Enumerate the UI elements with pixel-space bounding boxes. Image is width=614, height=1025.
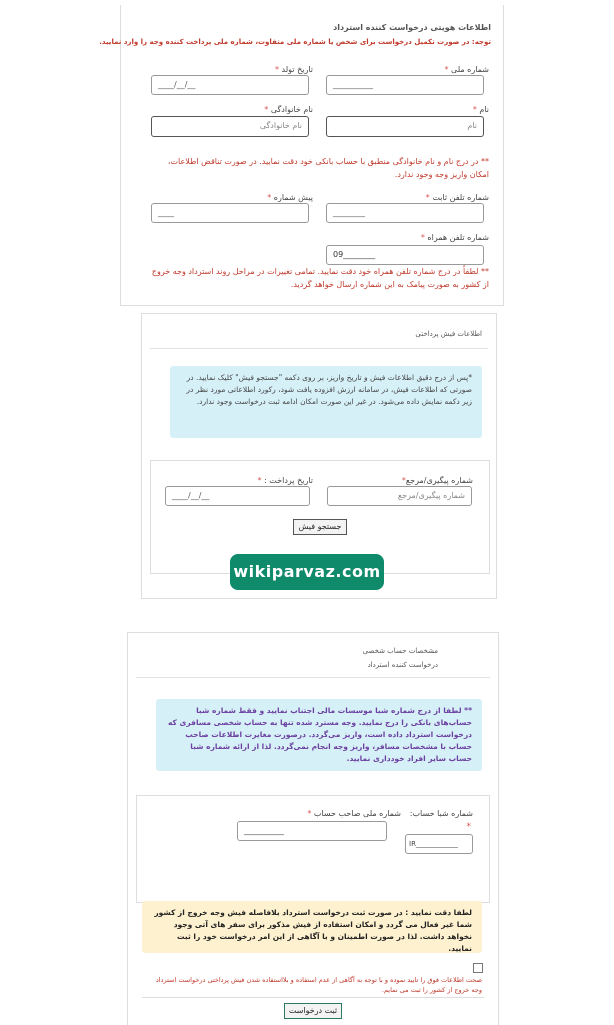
pay-date-label: تاریخ پرداخت : * [257, 476, 313, 485]
attention-box: لطفا دقت نمایید : در صورت ثبت درخواست استرداد بلافاصله فیش وجه خروج از کشور شما غیر فعال می گردد و امکان استفاده از فیش مذکور برای سفر های آتی وجود نخواهد داشت. لذا در صورت اطمینان و با آگاهی از این امر درخواست خود را ثبت نمایید. [142, 901, 482, 953]
required-star: * [401, 476, 406, 485]
sheba-required-star: * [466, 822, 471, 832]
watermark-badge: wikiparvaz.com [230, 554, 384, 590]
required-star: * [420, 233, 425, 242]
landline-input[interactable]: ________ [326, 203, 484, 223]
sheba-input[interactable]: IR____________ [405, 834, 473, 854]
submit-request-button[interactable]: ثبت درخواست [284, 1003, 342, 1019]
receipt-divider [150, 348, 488, 349]
birth-date-label: تاریخ تولد * [274, 65, 313, 74]
account-info-box: ** لطفا از درج شماره شبا موسسات مالی اجتناب نمایید و فقط شماره شبا حساب‌های بانکی را درج نمایید. وجه مسترد شده تنها به حساب شخصی مسافری که درخواست استرداد داده است، واریز می‌گردد. درصورت مغایرت اطلاعات صاحب حساب با مشخصات مسافر، واریز وجه انجام نمی‌گردد. لذا از ارائه شماره شبا حساب سایر افراد خودداری نمایید. [156, 699, 482, 771]
area-code-label: پیش شماره * [267, 193, 313, 202]
required-star: * [257, 476, 262, 485]
required-star: * [425, 193, 430, 202]
required-star: * [444, 65, 449, 74]
last-name-label: نام خانوادگی * [264, 105, 313, 114]
identity-panel [99, 5, 504, 306]
confirm-text: صحت اطلاعات فوق را تایید نموده و با توجه به آگاهی از عدم استفاده و بلااستفاده شدن فیش پرداختی درخواست استرداد وجه خروج از کشور را ثبت می نمایم. [155, 976, 482, 994]
required-star: * [267, 193, 272, 202]
receipt-info-box: *پس از درج دقیق اطلاعات فیش و تاریخ واریز، بر روی دکمه "جستجو فیش" کلیک نمایید. در صورتی که اطلاعات فیش، در سامانه ارزش افزوده یافت شود، رکورد اطلاعاتی مورد نظر در زیر دکمه نمایش داده می‌شود. در غیر این صورت امکان ادامه ثبت درخواست وجود ندارد. [170, 366, 482, 438]
required-star: * [264, 105, 269, 114]
area-code-input[interactable]: ____ [151, 203, 309, 223]
tracking-input[interactable]: شماره پیگیری/مرجع [327, 486, 472, 506]
confirm-checkbox[interactable] [473, 963, 483, 973]
mobile-note: ** لطفاً در درج شماره تلفن همراه خود دقت نمایید. تمامی تغییرات در مراحل روند استرداد وجه خروج از کشور به صورت پیامک به این شماره ارسال خواهد گردید. [151, 267, 489, 289]
owner-code-label: شماره ملی صاحب حساب * [307, 809, 401, 818]
mobile-label: شماره تلفن همراه * [420, 233, 489, 242]
receipt-panel [141, 313, 497, 599]
first-name-label: نام * [472, 105, 489, 114]
account-divider [136, 677, 490, 678]
account-subtitle: درخواست کننده استرداد [367, 661, 438, 669]
required-star: * [307, 809, 312, 818]
owner-code-input[interactable]: __________ [237, 821, 387, 841]
required-star: * [274, 65, 279, 74]
receipt-title: اطلاعات فیش پرداختی [415, 330, 482, 338]
confirm-divider [142, 997, 484, 998]
national-code-input[interactable]: __________ [326, 75, 484, 95]
account-panel [127, 632, 499, 1025]
name-note: ** در درج نام و نام خانوادگی منطبق با حساب بانکی خود دقت نمایید. در صورت تناقض اطلاعات، امکان واریز وجه وجود ندارد. [167, 157, 489, 179]
national-code-label: شماره ملی * [444, 65, 489, 74]
required-star: * [472, 105, 477, 114]
sheba-inner-box [136, 795, 490, 903]
tracking-label: شماره پیگیری/مرجع* [401, 476, 473, 485]
search-receipt-button[interactable]: جستجو فیش [293, 519, 347, 535]
sheba-label: شماره شبا حساب: [409, 809, 473, 818]
account-title: مشخصات حساب شخصی [362, 647, 438, 655]
identity-title: اطلاعات هویتی درخواست کننده استرداد [333, 23, 491, 32]
mobile-input[interactable]: 09________ [326, 245, 484, 265]
identity-warning: توجه: در صورت تکمیل درخواست برای شخص یا شماره ملی متفاوت، شماره ملی پرداخت کننده وجه را وارد نمایید. [99, 38, 491, 46]
landline-label: شماره تلفن ثابت * [425, 193, 489, 202]
first-name-input[interactable]: نام [326, 116, 484, 137]
last-name-input[interactable]: نام خانوادگی [151, 116, 309, 137]
pay-date-input[interactable]: ____/__/__ [165, 486, 310, 506]
birth-date-input[interactable]: ____/__/__ [151, 75, 309, 95]
